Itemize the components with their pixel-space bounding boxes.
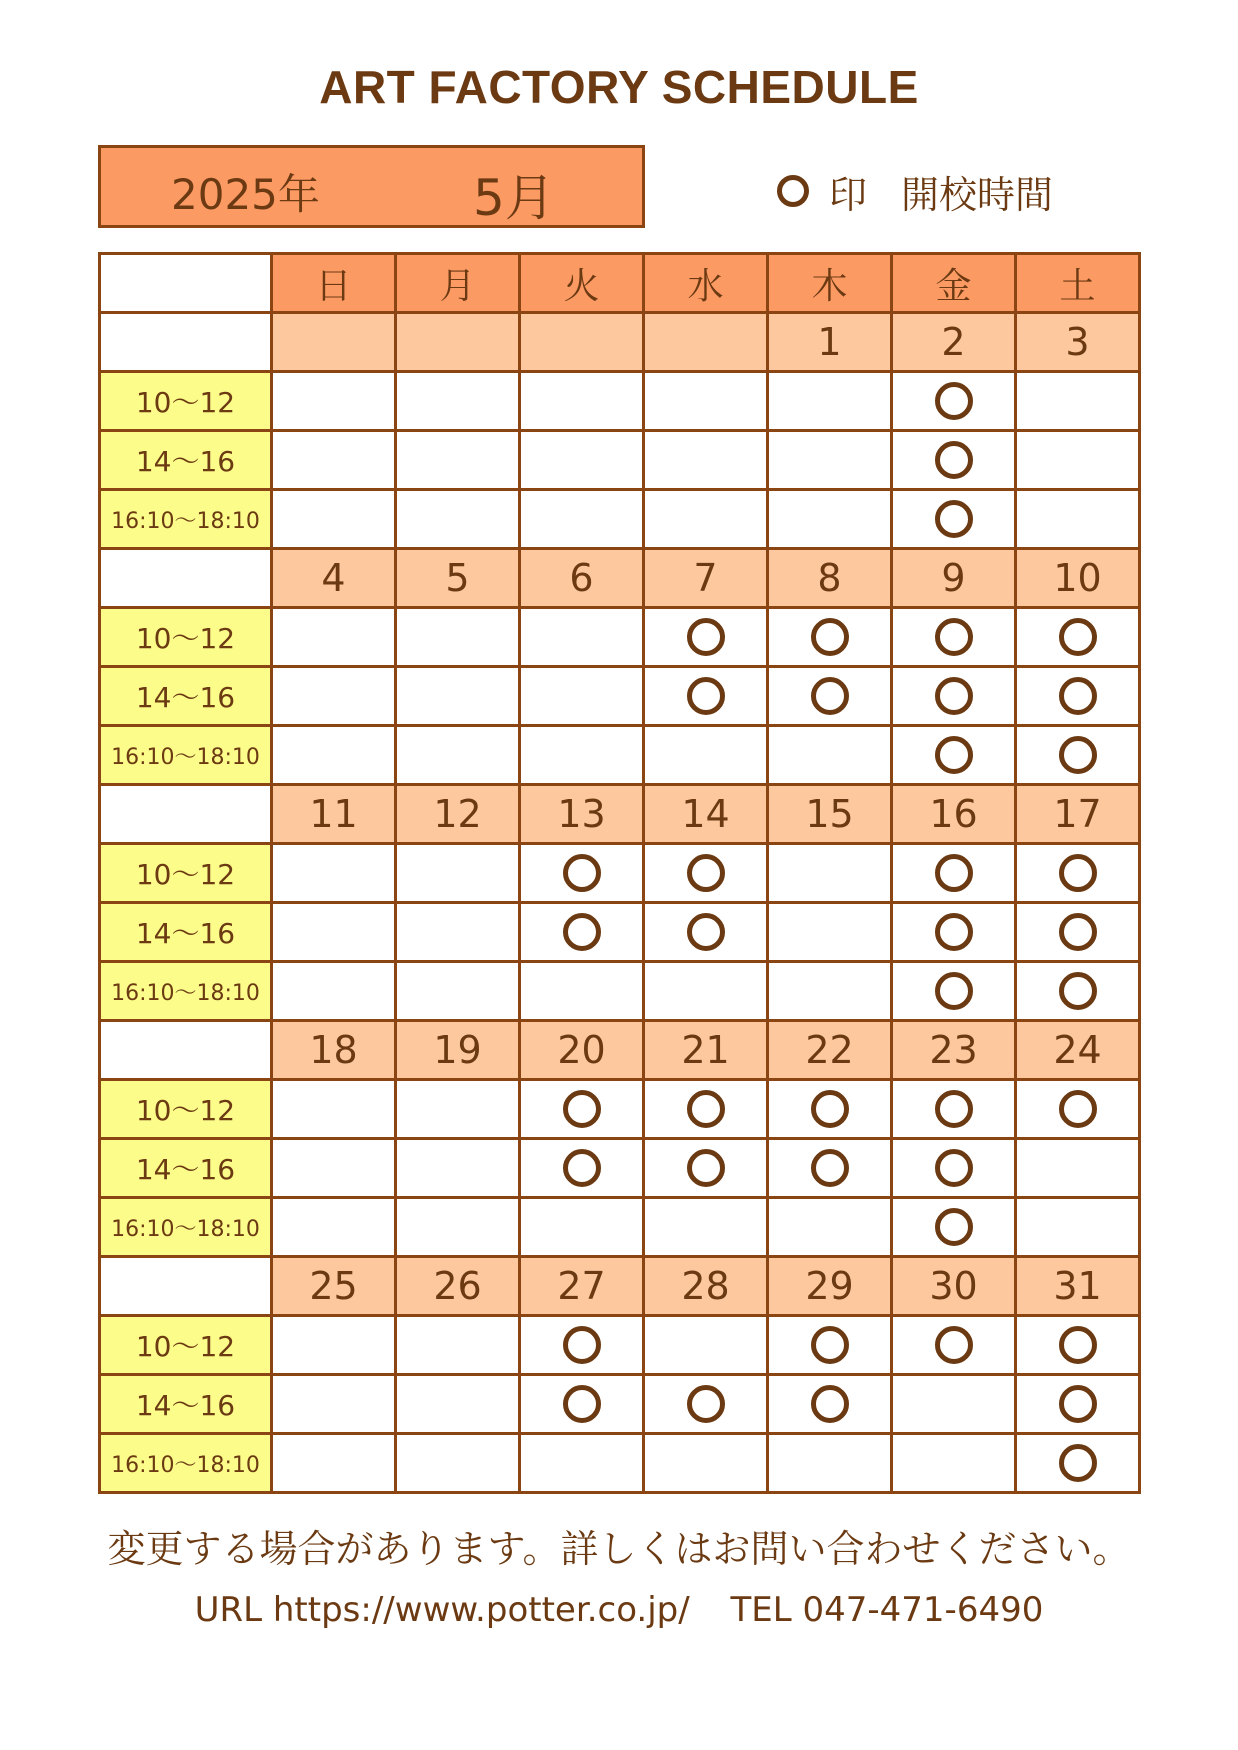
schedule-cell <box>768 962 892 1021</box>
schedule-cell <box>644 490 768 549</box>
open-circle-icon <box>1059 972 1097 1010</box>
schedule-cell <box>892 608 1016 667</box>
schedule-cell <box>396 962 520 1021</box>
schedule-cell <box>272 726 396 785</box>
schedule-cell <box>644 1316 768 1375</box>
schedule-cell <box>1016 962 1140 1021</box>
time-slot-row <box>100 844 1140 903</box>
date-row-label-cell <box>100 549 272 608</box>
open-circle-icon <box>1059 677 1097 715</box>
open-circle-icon <box>687 1385 725 1423</box>
month-banner <box>98 145 645 228</box>
open-circle-icon <box>1059 1385 1097 1423</box>
open-circle-icon <box>935 382 973 420</box>
time-slot-label: 14〜16 <box>100 667 272 726</box>
schedule-cell <box>892 962 1016 1021</box>
open-circle-icon <box>563 854 601 892</box>
time-slot-label: 10〜12 <box>100 1080 272 1139</box>
date-cell: 8 <box>768 549 892 608</box>
open-circle-icon <box>811 1326 849 1364</box>
schedule-cell <box>892 844 1016 903</box>
time-slot-label: 14〜16 <box>100 1139 272 1198</box>
schedule-cell <box>272 962 396 1021</box>
date-cell: 15 <box>768 785 892 844</box>
schedule-cell <box>520 903 644 962</box>
time-slot-label: 16:10〜18:10 <box>100 1434 272 1493</box>
schedule-cell <box>1016 726 1140 785</box>
open-circle-icon <box>687 677 725 715</box>
schedule-cell <box>272 844 396 903</box>
open-circle-icon <box>563 1090 601 1128</box>
change-notice: 変更する場合があります。詳しくはお問い合わせください。 <box>107 1527 1131 1571</box>
open-circle-icon <box>935 500 973 538</box>
date-cell: 30 <box>892 1257 1016 1316</box>
legend-meaning: 開校時間 <box>901 172 1054 217</box>
open-circle-icon <box>811 1090 849 1128</box>
schedule-cell <box>768 667 892 726</box>
schedule-cell <box>396 490 520 549</box>
time-slot-label: 16:10〜18:10 <box>100 962 272 1021</box>
schedule-cell <box>1016 1316 1140 1375</box>
time-slot-row <box>100 1080 1140 1139</box>
schedule-cell <box>892 372 1016 431</box>
schedule-cell <box>644 1139 768 1198</box>
weekday-mon: 月 <box>396 254 520 313</box>
date-cell: 29 <box>768 1257 892 1316</box>
schedule-cell <box>768 490 892 549</box>
time-slot-row <box>100 372 1140 431</box>
phone-number[interactable]: TEL 047-471-6490 <box>730 1590 1044 1630</box>
time-slot-label: 10〜12 <box>100 1316 272 1375</box>
date-cell: 11 <box>272 785 396 844</box>
schedule-cell <box>520 726 644 785</box>
schedule-cell <box>768 372 892 431</box>
schedule-cell <box>892 1316 1016 1375</box>
schedule-cell <box>520 1375 644 1434</box>
schedule-cell <box>272 667 396 726</box>
time-slot-row <box>100 726 1140 785</box>
open-circle-icon <box>935 736 973 774</box>
schedule-cell <box>644 1198 768 1257</box>
corner-cell <box>100 254 272 313</box>
open-circle-icon <box>935 1090 973 1128</box>
website-url[interactable]: URL https://www.potter.co.jp/ <box>194 1590 690 1630</box>
schedule-cell <box>892 726 1016 785</box>
schedule-cell <box>644 844 768 903</box>
open-circle-icon <box>687 1090 725 1128</box>
open-circle-icon <box>687 618 725 656</box>
open-circle-icon <box>935 618 973 656</box>
time-slot-row <box>100 667 1140 726</box>
date-cell <box>644 313 768 372</box>
date-cell: 7 <box>644 549 768 608</box>
time-slot-label: 10〜12 <box>100 608 272 667</box>
date-cell: 31 <box>1016 1257 1140 1316</box>
open-circle-icon <box>935 1326 973 1364</box>
schedule-cell <box>1016 903 1140 962</box>
open-circle-icon <box>935 972 973 1010</box>
time-slot-row <box>100 1434 1140 1493</box>
schedule-cell <box>520 1434 644 1493</box>
schedule-cell <box>892 1198 1016 1257</box>
schedule-cell <box>892 1434 1016 1493</box>
schedule-cell <box>520 1080 644 1139</box>
schedule-cell <box>768 1139 892 1198</box>
schedule-cell <box>272 372 396 431</box>
date-row-label-cell <box>100 1257 272 1316</box>
month-label: 5月 <box>473 169 555 227</box>
schedule-cell <box>520 1316 644 1375</box>
time-slot-label: 16:10〜18:10 <box>100 1198 272 1257</box>
open-circle-icon <box>687 1149 725 1187</box>
time-slot-label: 16:10〜18:10 <box>100 490 272 549</box>
open-circle-icon <box>1059 736 1097 774</box>
time-slot-row <box>100 1198 1140 1257</box>
schedule-calendar <box>98 252 1141 1494</box>
schedule-cell <box>272 490 396 549</box>
schedule-cell <box>396 726 520 785</box>
schedule-cell <box>768 1375 892 1434</box>
date-cell: 14 <box>644 785 768 844</box>
date-cell: 13 <box>520 785 644 844</box>
date-cell: 18 <box>272 1021 396 1080</box>
date-cell: 4 <box>272 549 396 608</box>
schedule-cell <box>644 608 768 667</box>
date-cell: 2 <box>892 313 1016 372</box>
date-cell: 10 <box>1016 549 1140 608</box>
open-circle-icon <box>1059 854 1097 892</box>
schedule-cell <box>768 1434 892 1493</box>
schedule-cell <box>396 1316 520 1375</box>
date-cell: 21 <box>644 1021 768 1080</box>
schedule-cell <box>396 1139 520 1198</box>
open-circle-icon <box>563 1149 601 1187</box>
open-circle-icon <box>563 913 601 951</box>
date-cell: 20 <box>520 1021 644 1080</box>
schedule-cell <box>396 431 520 490</box>
time-slot-label: 10〜12 <box>100 844 272 903</box>
legend <box>777 166 1053 216</box>
date-cell: 28 <box>644 1257 768 1316</box>
open-circle-icon <box>563 1385 601 1423</box>
schedule-cell <box>1016 1080 1140 1139</box>
schedule-cell <box>644 372 768 431</box>
schedule-cell <box>520 608 644 667</box>
date-cell: 23 <box>892 1021 1016 1080</box>
contact-line <box>0 1590 1238 1630</box>
schedule-cell <box>520 1139 644 1198</box>
schedule-cell <box>1016 372 1140 431</box>
schedule-cell <box>396 1375 520 1434</box>
schedule-cell <box>1016 1375 1140 1434</box>
date-cell: 17 <box>1016 785 1140 844</box>
schedule-cell <box>1016 1198 1140 1257</box>
schedule-cell <box>272 1080 396 1139</box>
time-slot-label: 14〜16 <box>100 1375 272 1434</box>
schedule-cell <box>520 431 644 490</box>
schedule-cell <box>396 844 520 903</box>
open-circle-icon <box>935 677 973 715</box>
date-cell: 22 <box>768 1021 892 1080</box>
open-circle-icon <box>935 854 973 892</box>
schedule-title: ART FACTORY SCHEDULE <box>319 61 919 113</box>
schedule-cell <box>644 962 768 1021</box>
schedule-cell <box>520 962 644 1021</box>
schedule-cell <box>1016 608 1140 667</box>
schedule-cell <box>644 1375 768 1434</box>
time-slot-row <box>100 962 1140 1021</box>
schedule-cell <box>892 1080 1016 1139</box>
date-row <box>100 313 1140 372</box>
time-slot-row <box>100 1375 1140 1434</box>
schedule-cell <box>396 667 520 726</box>
time-slot-row <box>100 1139 1140 1198</box>
schedule-cell <box>892 431 1016 490</box>
date-cell: 27 <box>520 1257 644 1316</box>
date-cell <box>396 313 520 372</box>
open-circle-icon <box>1059 1090 1097 1128</box>
schedule-cell <box>644 667 768 726</box>
schedule-cell <box>768 608 892 667</box>
open-circle-icon <box>811 618 849 656</box>
open-circle-icon <box>935 913 973 951</box>
schedule-cell <box>1016 431 1140 490</box>
schedule-cell <box>1016 1434 1140 1493</box>
schedule-cell <box>768 431 892 490</box>
date-row <box>100 549 1140 608</box>
open-circle-icon <box>563 1326 601 1364</box>
date-cell: 3 <box>1016 313 1140 372</box>
schedule-cell <box>396 1198 520 1257</box>
open-circle-icon <box>811 1385 849 1423</box>
date-cell: 5 <box>396 549 520 608</box>
open-circle-icon <box>811 1149 849 1187</box>
schedule-cell <box>396 1434 520 1493</box>
schedule-cell <box>1016 490 1140 549</box>
schedule-cell <box>892 903 1016 962</box>
date-cell <box>520 313 644 372</box>
time-slot-row <box>100 490 1140 549</box>
schedule-cell <box>272 1316 396 1375</box>
schedule-cell <box>272 1434 396 1493</box>
open-circle-icon <box>687 913 725 951</box>
date-cell: 16 <box>892 785 1016 844</box>
legend-mark-label: 印 <box>829 172 868 217</box>
date-cell: 25 <box>272 1257 396 1316</box>
open-circle-icon <box>1059 1326 1097 1364</box>
schedule-cell <box>768 844 892 903</box>
schedule-cell <box>1016 667 1140 726</box>
open-circle-icon <box>1059 618 1097 656</box>
date-row-label-cell <box>100 785 272 844</box>
schedule-cell <box>520 667 644 726</box>
schedule-cell <box>768 1198 892 1257</box>
date-row-label-cell <box>100 313 272 372</box>
time-slot-label: 10〜12 <box>100 372 272 431</box>
date-cell: 19 <box>396 1021 520 1080</box>
weekday-sun: 日 <box>272 254 396 313</box>
date-cell: 1 <box>768 313 892 372</box>
schedule-cell <box>644 1434 768 1493</box>
schedule-cell <box>396 372 520 431</box>
open-circle-icon <box>935 1149 973 1187</box>
time-slot-label: 14〜16 <box>100 431 272 490</box>
schedule-cell <box>768 1316 892 1375</box>
date-cell: 24 <box>1016 1021 1140 1080</box>
date-cell: 12 <box>396 785 520 844</box>
open-circle-icon <box>777 175 809 207</box>
schedule-cell <box>520 372 644 431</box>
date-row <box>100 785 1140 844</box>
time-slot-label: 14〜16 <box>100 903 272 962</box>
open-circle-icon <box>1059 913 1097 951</box>
time-slot-row <box>100 903 1140 962</box>
schedule-cell <box>644 431 768 490</box>
schedule-cell <box>644 1080 768 1139</box>
schedule-cell <box>272 1198 396 1257</box>
date-cell: 9 <box>892 549 1016 608</box>
schedule-cell <box>396 903 520 962</box>
time-slot-row <box>100 608 1140 667</box>
schedule-cell <box>892 1139 1016 1198</box>
schedule-cell <box>892 667 1016 726</box>
schedule-cell <box>272 431 396 490</box>
open-circle-icon <box>935 1208 973 1246</box>
schedule-cell <box>520 490 644 549</box>
weekday-wed: 水 <box>644 254 768 313</box>
year-label: 2025年 <box>171 170 320 219</box>
schedule-cell <box>272 1375 396 1434</box>
date-row <box>100 1257 1140 1316</box>
schedule-cell <box>272 903 396 962</box>
weekday-fri: 金 <box>892 254 1016 313</box>
schedule-cell <box>768 1080 892 1139</box>
open-circle-icon <box>811 677 849 715</box>
open-circle-icon <box>1059 1444 1097 1482</box>
open-circle-icon <box>935 441 973 479</box>
schedule-cell <box>644 903 768 962</box>
time-slot-row <box>100 1316 1140 1375</box>
schedule-cell <box>520 1198 644 1257</box>
open-circle-icon <box>687 854 725 892</box>
schedule-cell <box>1016 1139 1140 1198</box>
schedule-cell <box>396 1080 520 1139</box>
date-cell: 26 <box>396 1257 520 1316</box>
weekday-sat: 土 <box>1016 254 1140 313</box>
schedule-cell <box>272 1139 396 1198</box>
schedule-cell <box>1016 844 1140 903</box>
schedule-cell <box>892 490 1016 549</box>
schedule-cell <box>768 903 892 962</box>
weekday-tue: 火 <box>520 254 644 313</box>
date-cell: 6 <box>520 549 644 608</box>
date-row <box>100 1021 1140 1080</box>
time-slot-row <box>100 431 1140 490</box>
date-cell <box>272 313 396 372</box>
date-row-label-cell <box>100 1021 272 1080</box>
schedule-cell <box>644 726 768 785</box>
weekday-thu: 木 <box>768 254 892 313</box>
weekday-header-row <box>100 254 1140 313</box>
time-slot-label: 16:10〜18:10 <box>100 726 272 785</box>
schedule-cell <box>272 608 396 667</box>
schedule-cell <box>892 1375 1016 1434</box>
schedule-cell <box>396 608 520 667</box>
schedule-cell <box>768 726 892 785</box>
schedule-cell <box>520 844 644 903</box>
